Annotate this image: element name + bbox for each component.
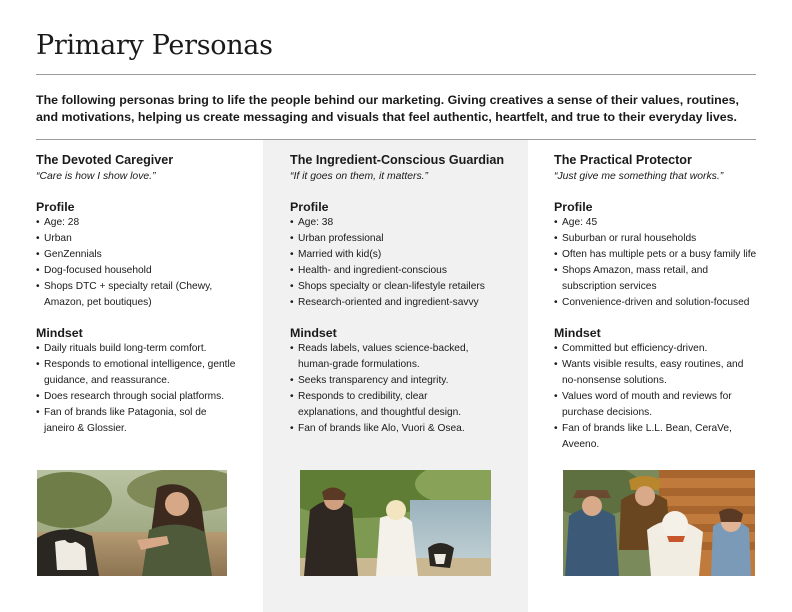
profile-heading: Profile: [554, 200, 593, 214]
mindset-item: • Fan of brands like Patagonia, sol de janeiro & Glossier.: [36, 405, 208, 437]
profile-item: • Convenience-driven and solution-focused: [554, 295, 786, 311]
mindset-item: • Responds to credibility, clear explanations, and thoughtful design.: [290, 389, 485, 421]
persona-quote: “Care is how I show love.”: [36, 171, 156, 182]
persona-name: The Practical Protector: [554, 153, 692, 167]
profile-item: • Dog-focused household: [36, 263, 256, 279]
profile-item: • Often has multiple pets or a busy family life: [554, 247, 786, 263]
persona-name: The Devoted Caregiver: [36, 153, 174, 167]
mindset-item: • Wants visible results, easy routines, and no-nonsense solutions.: [554, 357, 759, 389]
profile-heading: Profile: [36, 200, 75, 214]
mindset-heading: Mindset: [36, 326, 83, 340]
profile-item: • Age: 28: [36, 215, 256, 231]
profile-list: [554, 215, 786, 311]
profile-item: • Age: 45: [554, 215, 786, 231]
persona-quote: “If it goes on them, it matters.”: [290, 171, 429, 182]
profile-item: • Age: 38: [290, 215, 520, 231]
title-divider: [36, 74, 756, 75]
persona-photo-mother-child-dog: [300, 470, 491, 576]
mindset-list: [554, 341, 786, 453]
profile-item: • Married with kid(s): [290, 247, 520, 263]
mindset-list: [36, 341, 256, 437]
profile-item: • GenZennials: [36, 247, 256, 263]
persona-column-devoted-caregiver: [36, 152, 256, 437]
profile-list: [290, 215, 520, 311]
profile-item: • Research-oriented and ingredient-savvy: [290, 295, 520, 311]
mindset-item: • Daily rituals build long-term comfort.: [36, 341, 256, 357]
profile-heading: Profile: [290, 200, 329, 214]
mindset-item: • Values word of mouth and reviews for purchase decisions.: [554, 389, 754, 421]
mindset-item: • Reads labels, values science-backed, human-grade formulations.: [290, 341, 485, 373]
mindset-item: • Fan of brands like L.L. Bean, CeraVe, Aveeno.: [554, 421, 769, 453]
mindset-item: • Responds to emotional intelligence, gentle guidance, and reassurance.: [36, 357, 236, 389]
profile-item: • Shops DTC + specialty retail (Chewy, Amazon, pet boutiques): [36, 279, 216, 311]
page-title: Primary Personas: [36, 30, 273, 61]
mindset-item: • Does research through social platforms.: [36, 389, 256, 405]
mindset-item: • Seeks transparency and integrity.: [290, 373, 520, 389]
profile-list: [36, 215, 256, 311]
profile-item: • Shops specialty or clean-lifestyle retailers: [290, 279, 520, 295]
persona-column-ingredient-conscious-guardian: [290, 152, 520, 437]
mindset-item: • Committed but efficiency-driven.: [554, 341, 786, 357]
persona-column-practical-protector: [554, 152, 786, 453]
profile-item: • Shops Amazon, mass retail, and subscription services: [554, 263, 744, 295]
profile-item: • Urban: [36, 231, 256, 247]
persona-name: The Ingredient-Conscious Guardian: [290, 153, 505, 167]
persona-photo-woman-with-dog: [37, 470, 227, 576]
persona-photo-family-with-dog: [563, 470, 755, 576]
intro-paragraph: The following personas bring to life the people behind our marketing. Giving creatives a sense of their values, routines, and motivations, helping us create messaging and visuals that feel authentic, heartfelt, and true to their everyday lives.: [36, 93, 739, 124]
profile-item: • Suburban or rural households: [554, 231, 786, 247]
mindset-list: [290, 341, 520, 437]
mindset-item: • Fan of brands like Alo, Vuori & Osea.: [290, 421, 520, 437]
mindset-heading: Mindset: [554, 326, 601, 340]
profile-item: • Health- and ingredient-conscious: [290, 263, 520, 279]
persona-quote: “Just give me something that works.”: [554, 171, 724, 182]
mindset-heading: Mindset: [290, 326, 337, 340]
profile-item: • Urban professional: [290, 231, 520, 247]
